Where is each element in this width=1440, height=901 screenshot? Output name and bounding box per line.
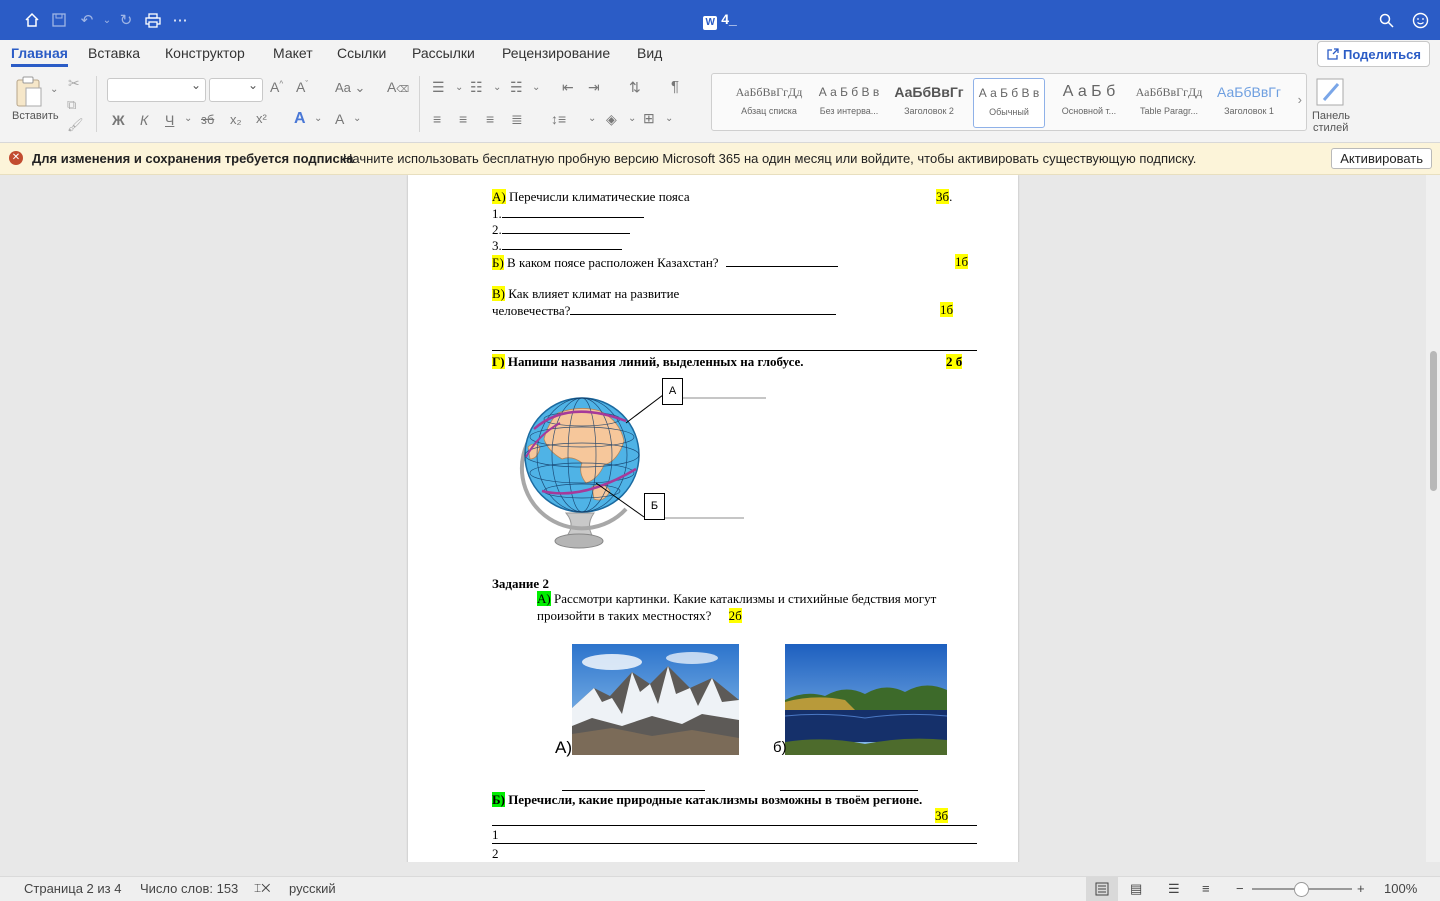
italic-button[interactable]: К	[140, 112, 149, 128]
question-a-points-value: 3б	[936, 189, 950, 204]
font-size-combo[interactable]	[209, 78, 263, 102]
answer-line	[502, 237, 622, 250]
document-canvas	[0, 175, 1440, 862]
task-2b-points	[935, 808, 948, 824]
styles-pane-button[interactable]	[1314, 76, 1348, 108]
redo-icon[interactable]: ↻	[119, 12, 133, 29]
feedback-smiley-icon[interactable]	[1410, 10, 1430, 30]
list-item-3-text: 3.	[492, 238, 502, 253]
borders-dropdown-icon[interactable]: ⌄	[665, 113, 674, 124]
subscript-button[interactable]: x₂	[230, 112, 242, 127]
web-layout-icon[interactable]: ▤	[1130, 881, 1143, 896]
task-2b-label: Б)	[492, 792, 505, 807]
scrollbar-thumb[interactable]	[1430, 351, 1437, 491]
question-b	[492, 254, 838, 271]
style-table-paragraph[interactable]	[1134, 78, 1204, 126]
show-formatting-marks-icon[interactable]: ¶	[671, 78, 680, 95]
grow-font-icon[interactable]: A^	[270, 79, 284, 95]
document-title-text: 4_	[721, 11, 737, 27]
question-a-text: Перечисли климатические пояса	[505, 189, 690, 204]
paste-label: Вставить	[12, 110, 59, 122]
multilevel-dropdown-icon[interactable]: ⌄	[532, 82, 541, 93]
tab-layout[interactable]: Макет	[273, 45, 313, 61]
align-center-icon[interactable]: ≡	[459, 111, 468, 127]
task-2a-text-2: произойти в таких местностях?	[537, 608, 712, 623]
page-count[interactable]: Страница 2 из 4	[24, 881, 122, 896]
bold-button[interactable]: Ж	[112, 112, 125, 128]
proofing-icon[interactable]: ⌶✕	[254, 881, 271, 895]
tab-references[interactable]: Ссылки	[337, 45, 387, 61]
decrease-indent-icon[interactable]: ⇤	[562, 79, 574, 95]
font-name-combo[interactable]	[107, 78, 206, 102]
align-left-icon[interactable]: ≡	[433, 111, 442, 127]
tab-review[interactable]: Рецензирование	[502, 45, 611, 61]
style-no-spacing[interactable]	[814, 78, 884, 126]
task-2-title: Задание 2	[492, 576, 549, 591]
question-v	[492, 286, 679, 302]
styles-pane-label-1: Панель	[1312, 110, 1351, 122]
task-2a-points: 2б	[728, 608, 742, 623]
error-icon: ✕	[9, 151, 23, 165]
zoom-level[interactable]: 100%	[1384, 881, 1418, 896]
status-bar	[0, 876, 1440, 901]
ribbon-separator	[96, 76, 97, 132]
tab-mailings[interactable]: Рассылки	[412, 45, 475, 61]
question-b-points	[955, 254, 968, 270]
undo-dropdown-icon[interactable]: ⌄	[102, 14, 112, 26]
vertical-scrollbar[interactable]	[1426, 175, 1440, 862]
list-item-2-text: 2.	[492, 222, 502, 237]
style-heading-1[interactable]	[1214, 78, 1284, 126]
question-v-label: В)	[492, 286, 505, 301]
style-label: Основной т...	[1061, 106, 1117, 116]
title-bar	[0, 0, 1440, 40]
globe-illustration	[508, 375, 778, 555]
underline-button[interactable]: Ч	[165, 112, 175, 128]
font-color-icon[interactable]: A	[335, 111, 345, 127]
answer-line	[570, 302, 836, 315]
format-painter-icon[interactable]: 🖌	[67, 117, 84, 132]
share-button-label: Поделиться	[1342, 46, 1421, 62]
styles-pane-label-2: стилей	[1313, 122, 1349, 134]
style-preview: АаБбВвГгДд	[735, 85, 803, 99]
styles-gallery	[711, 73, 1307, 131]
ribbon-separator	[419, 76, 420, 132]
question-a-label: А)	[492, 189, 506, 204]
task-2-question-a	[537, 591, 936, 607]
more-icon[interactable]: ⋯	[172, 12, 188, 29]
question-a-points	[936, 189, 952, 205]
line-spacing-dropdown-icon[interactable]: ⌄	[588, 113, 597, 124]
numbering-icon[interactable]: ☷	[470, 79, 483, 95]
share-button[interactable]	[1317, 41, 1430, 67]
zoom-out-icon[interactable]: −	[1236, 881, 1244, 896]
question-v-text-2: человечества?	[492, 303, 571, 318]
align-right-icon[interactable]: ≡	[486, 111, 495, 127]
zoom-in-icon[interactable]: +	[1357, 881, 1365, 896]
text-effects-dropdown-icon[interactable]: ⌄	[314, 113, 323, 124]
question-g-points-value: 2 б	[946, 354, 963, 369]
shrink-font-icon[interactable]: $A^ˇ$	[296, 79, 309, 95]
style-preview: А а Б б	[1062, 83, 1116, 100]
answer-line	[780, 790, 918, 791]
globe-label-b: Б	[644, 493, 665, 520]
undo-icon[interactable]: ↶	[80, 12, 94, 29]
search-icon[interactable]	[1376, 10, 1396, 30]
style-label: Обычный	[989, 107, 1029, 117]
style-label: Без интерва...	[819, 106, 879, 116]
language-indicator[interactable]: русский	[289, 881, 336, 896]
draft-view-icon[interactable]: ≡	[1202, 881, 1210, 896]
answer-line	[562, 790, 705, 791]
task-2a-text-1: Рассмотри картинки. Какие катаклизмы и стихийные бедствия могут	[550, 591, 937, 606]
ribbon-home	[0, 70, 1440, 143]
image-a-label: А)	[555, 738, 572, 757]
task-2-question-a-line-2	[537, 608, 742, 624]
style-preview: АаБбВвГгДд	[1135, 85, 1203, 99]
word-count[interactable]: Число слов: 153	[140, 881, 239, 896]
question-v-line-2	[492, 302, 836, 319]
print-layout-view-button[interactable]	[1086, 877, 1118, 901]
question-g-label: Г)	[492, 354, 505, 369]
question-g-text: Напиши названия линий, выделенных на глобусе.	[504, 354, 804, 369]
document-title	[0, 11, 1440, 30]
ribbon-tabs	[0, 40, 1440, 70]
sort-icon[interactable]: ⇅	[629, 79, 641, 95]
change-case-icon[interactable]: Aa ⌄	[335, 80, 366, 95]
multilevel-list-icon[interactable]: ☵	[510, 79, 523, 95]
clipboard-icon	[14, 76, 44, 108]
tab-insert[interactable]: Вставка	[88, 45, 141, 61]
list-item-1-text: 1.	[492, 206, 502, 221]
task-2-question-b	[492, 792, 922, 808]
list-item-3	[492, 237, 622, 254]
question-a-points-suffix: .	[949, 189, 953, 204]
tab-view[interactable]: Вид	[637, 45, 663, 61]
style-preview: А а Б б В в	[978, 86, 1040, 100]
answer-line	[502, 221, 630, 234]
outline-view-icon[interactable]: ☰	[1168, 881, 1180, 896]
text-effects-icon[interactable]: A	[294, 110, 306, 127]
document-page[interactable]	[408, 175, 1018, 862]
notice-title: Для изменения и сохранения требуется подписка	[32, 151, 354, 166]
question-b-points-value: 1б	[955, 254, 969, 269]
answer-line	[492, 825, 977, 826]
style-label: Table Paragr...	[1139, 106, 1199, 116]
question-v-text-1: Как влияет климат на развитие	[505, 286, 680, 301]
answer-line	[726, 254, 838, 267]
style-body-text[interactable]	[1054, 78, 1124, 126]
superscript-button[interactable]: x²	[256, 111, 267, 126]
tab-home[interactable]: Главная	[11, 45, 68, 67]
increase-indent-icon[interactable]: ⇥	[588, 79, 600, 95]
list-item-1	[492, 205, 644, 222]
shading-dropdown-icon[interactable]: ⌄	[628, 113, 637, 124]
justify-icon[interactable]: ≣	[511, 111, 523, 127]
mountains-photo	[572, 644, 739, 755]
styles-pane-icon	[1314, 76, 1346, 108]
underline-dropdown-icon[interactable]: ⌄	[184, 113, 193, 124]
horizontal-rule	[492, 350, 977, 351]
question-b-text: В каком поясе расположен Казахстан?	[503, 255, 719, 270]
style-normal[interactable]	[973, 78, 1045, 128]
question-g-points	[946, 354, 962, 370]
answer-line-2-number: 2	[492, 846, 499, 861]
zoom-slider-thumb[interactable]	[1294, 882, 1309, 897]
tab-design[interactable]: Конструктор	[165, 45, 245, 61]
gallery-next-icon[interactable]: ›	[1297, 92, 1302, 107]
style-label: Заголовок 1	[1224, 106, 1274, 116]
word-file-icon: W	[703, 16, 717, 30]
task-2a-label: А)	[537, 591, 551, 606]
image-b-label: б)	[773, 739, 787, 756]
copy-icon[interactable]: ⧉	[67, 97, 77, 112]
task-2b-points-value: 3б	[935, 808, 949, 823]
question-b-label: Б)	[492, 255, 504, 270]
line-spacing-icon[interactable]: ↕≡	[551, 111, 567, 127]
bullets-icon[interactable]: ☰	[432, 79, 445, 95]
paste-button[interactable]	[14, 76, 50, 110]
task-2b-text: Перечисли, какие природные катаклизмы возможны в твоём регионе.	[504, 792, 923, 807]
lake-photo	[785, 644, 947, 755]
numbering-dropdown-icon[interactable]: ⌄	[493, 82, 502, 93]
question-v-points-value: 1б	[940, 302, 954, 317]
cut-icon[interactable]: ✂	[68, 75, 80, 91]
bullets-dropdown-icon[interactable]: ⌄	[455, 82, 464, 93]
style-heading-2[interactable]	[894, 78, 964, 126]
style-preview: А а Б б В в	[818, 85, 880, 99]
font-color-dropdown-icon[interactable]: ⌄	[353, 113, 362, 124]
question-v-points	[940, 302, 953, 318]
print-layout-icon	[1095, 882, 1109, 896]
style-preview: АаБбВвГг	[1217, 84, 1281, 100]
globe-label-a: А	[662, 378, 683, 405]
paste-dropdown-icon[interactable]: ⌄	[50, 84, 59, 95]
share-icon	[1326, 48, 1339, 61]
question-g	[492, 354, 804, 370]
answer-line	[492, 843, 977, 844]
subscription-notice-bar	[0, 143, 1440, 175]
clear-formatting-icon[interactable]: A⌫	[387, 79, 410, 95]
activate-button[interactable]: Активировать	[1331, 148, 1432, 169]
notice-message: Начните использовать бесплатную пробную версию Microsoft 365 на один месяц или войдите, чтобы активировать существующую подписку.	[343, 151, 1197, 166]
list-item-2	[492, 221, 630, 238]
shading-icon[interactable]: ◈	[606, 111, 617, 127]
answer-line	[502, 205, 644, 218]
answer-line-1-number: 1	[492, 827, 499, 842]
question-a	[492, 189, 690, 205]
style-label: Абзац списка	[741, 106, 797, 116]
style-preview: АаБбВвГг	[894, 84, 964, 100]
style-label: Заголовок 2	[904, 106, 954, 116]
style-list-paragraph[interactable]	[734, 78, 804, 126]
strikethrough-button[interactable]: зб	[201, 112, 215, 127]
borders-icon[interactable]: ⊞	[643, 110, 655, 126]
